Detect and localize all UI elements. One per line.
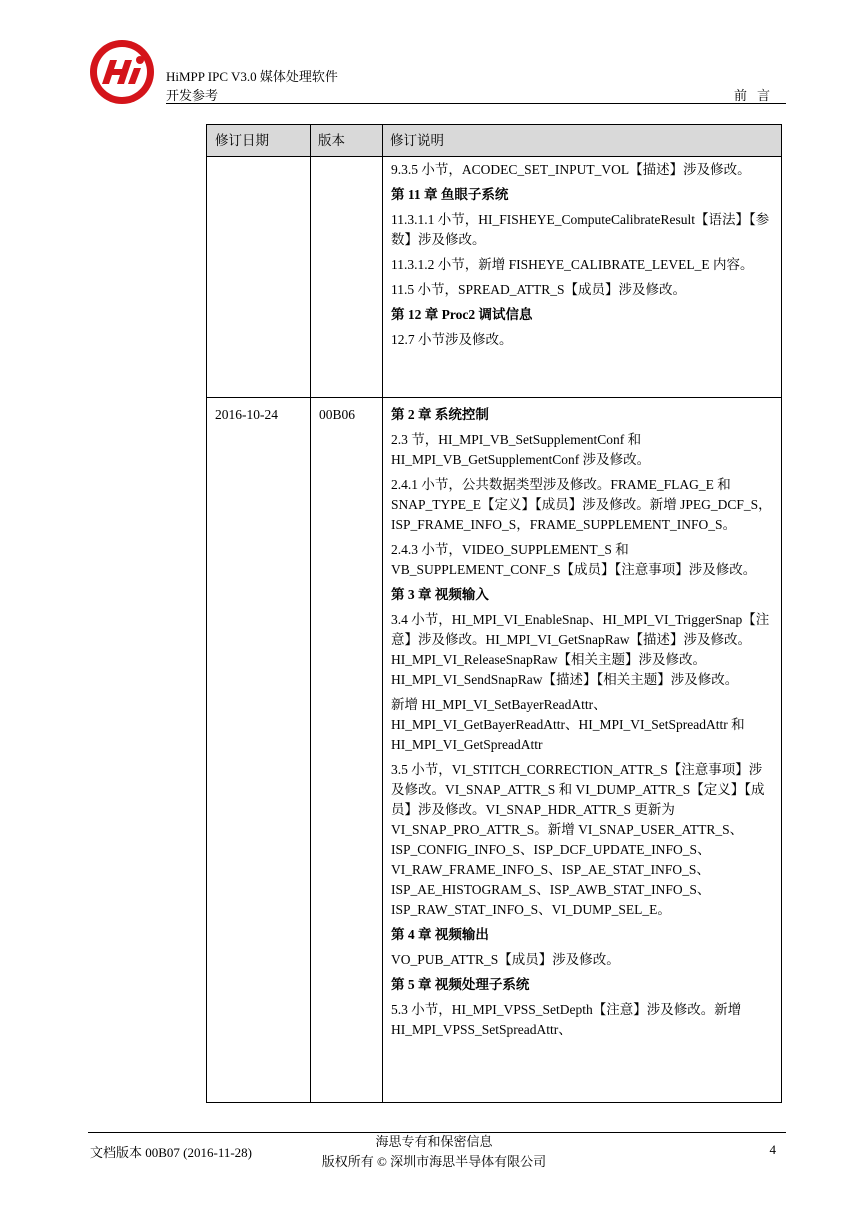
header-section-name: 前言: [733, 88, 780, 103]
table-header-row: [207, 125, 781, 157]
row-divider: [207, 397, 781, 398]
column-divider: [382, 125, 383, 1102]
chapter-heading: 第 5 章 视频处理子系统: [391, 977, 530, 992]
column-header-version: 版本: [318, 133, 345, 148]
table-row-description: [391, 405, 775, 1040]
column-divider: [310, 125, 311, 1102]
chapter-heading: 第 4 章 视频输出: [391, 927, 489, 942]
chapter-heading: 第 12 章 Proc2 调试信息: [391, 307, 533, 322]
chapter-heading: 第 11 章 鱼眼子系统: [391, 187, 509, 202]
row-version: 00B06: [319, 407, 356, 422]
revision-note: 9.3.5 小节，ACODEC_SET_INPUT_VOL【描述】涉及修改。: [391, 162, 751, 177]
revision-note: 3.5 小节，VI_STITCH_CORRECTION_ATTR_S【注意事项】涉及修改。VI_SNAP_ATTR_S 和 VI_DUMP_ATTR_S【定义】【成员】涉及修改。VI_SNAP_HDR_ATTR_S 更新为 VI_SNAP_PRO_ATTR_S。新增 VI_SNAP_USER_ATTR_S、ISP_CONFIG_INFO_S、ISP_DCF_UPDATE_INFO_S、VI_RAW_FRAME_INFO_S、ISP_AE_STAT_INFO_S、ISP_AE_HISTOGRAM_S、ISP_AWB_STAT_INFO_S、ISP_RAW_STAT_INFO_S、VI_DUMP_SEL_E。: [391, 762, 765, 917]
revision-note: 11.3.1.2 小节，新增 FISHEYE_CALIBRATE_LEVEL_E 内容。: [391, 257, 754, 272]
row-date: 2016-10-24: [215, 407, 278, 422]
revision-note: 2.3 节，HI_MPI_VB_SetSupplementConf 和 HI_MPI_VB_GetSupplementConf 涉及修改。: [391, 432, 651, 467]
chapter-heading: 第 2 章 系统控制: [391, 407, 489, 422]
header-doc-type: 开发参考: [166, 88, 219, 103]
footer-copyright: 版权所有 © 深圳市海思半导体有限公司: [321, 1154, 547, 1169]
revision-note: VO_PUB_ATTR_S【成员】涉及修改。: [391, 952, 620, 967]
footer-confidential-notice: 海思专有和保密信息: [375, 1134, 493, 1149]
revision-note: 12.7 小节涉及修改。: [391, 332, 513, 347]
footer-doc-version: 文档版本 00B07 (2016-11-28): [90, 1145, 253, 1160]
revision-note: 2.4.1 小节，公共数据类型涉及修改。FRAME_FLAG_E 和 SNAP_TYPE_E【定义】【成员】涉及修改。新增 JPEG_DCF_S，ISP_FRAME_INFO_S，FRAME_SUPPLEMENT_INFO_S。: [391, 477, 772, 532]
footer-page-number: 4: [769, 1142, 776, 1157]
hisilicon-logo: [88, 38, 156, 106]
revision-note: 11.5 小节，SPREAD_ATTR_S【成员】涉及修改。: [391, 282, 687, 297]
revision-note: 2.4.3 小节，VIDEO_SUPPLEMENT_S 和 VB_SUPPLEMENT_CONF_S【成员】【注意事项】涉及修改。: [391, 542, 757, 577]
column-header-description: 修订说明: [390, 133, 444, 148]
chapter-heading: 第 3 章 视频输入: [391, 587, 489, 602]
revision-note: 新增 HI_MPI_VI_SetBayerReadAttr、HI_MPI_VI_GetBayerReadAttr、HI_MPI_VI_SetSpreadAttr 和 HI_MPI_VI_GetSpreadAttr: [391, 697, 745, 752]
revision-history-table: [206, 124, 782, 1103]
revision-note: 11.3.1.1 小节，HI_FISHEYE_ComputeCalibrateResult【语法】【参数】涉及修改。: [391, 212, 770, 247]
column-header-date: 修订日期: [215, 133, 269, 148]
header-product-title: HiMPP IPC V3.0 媒体处理软件: [166, 69, 338, 84]
header-divider: [166, 103, 786, 104]
table-row-continued-description: [391, 160, 775, 350]
revision-note: 5.3 小节，HI_MPI_VPSS_SetDepth【注意】涉及修改。新增 HI_MPI_VPSS_SetSpreadAttr、: [391, 1002, 742, 1037]
revision-note: 3.4 小节，HI_MPI_VI_EnableSnap、HI_MPI_VI_TriggerSnap【注意】涉及修改。HI_MPI_VI_GetSnapRaw【描述】涉及修改。HI_MPI_VI_ReleaseSnapRaw【相关主题】涉及修改。HI_MPI_VI_SendSnapRaw【描述】【相关主题】涉及修改。: [391, 612, 770, 687]
